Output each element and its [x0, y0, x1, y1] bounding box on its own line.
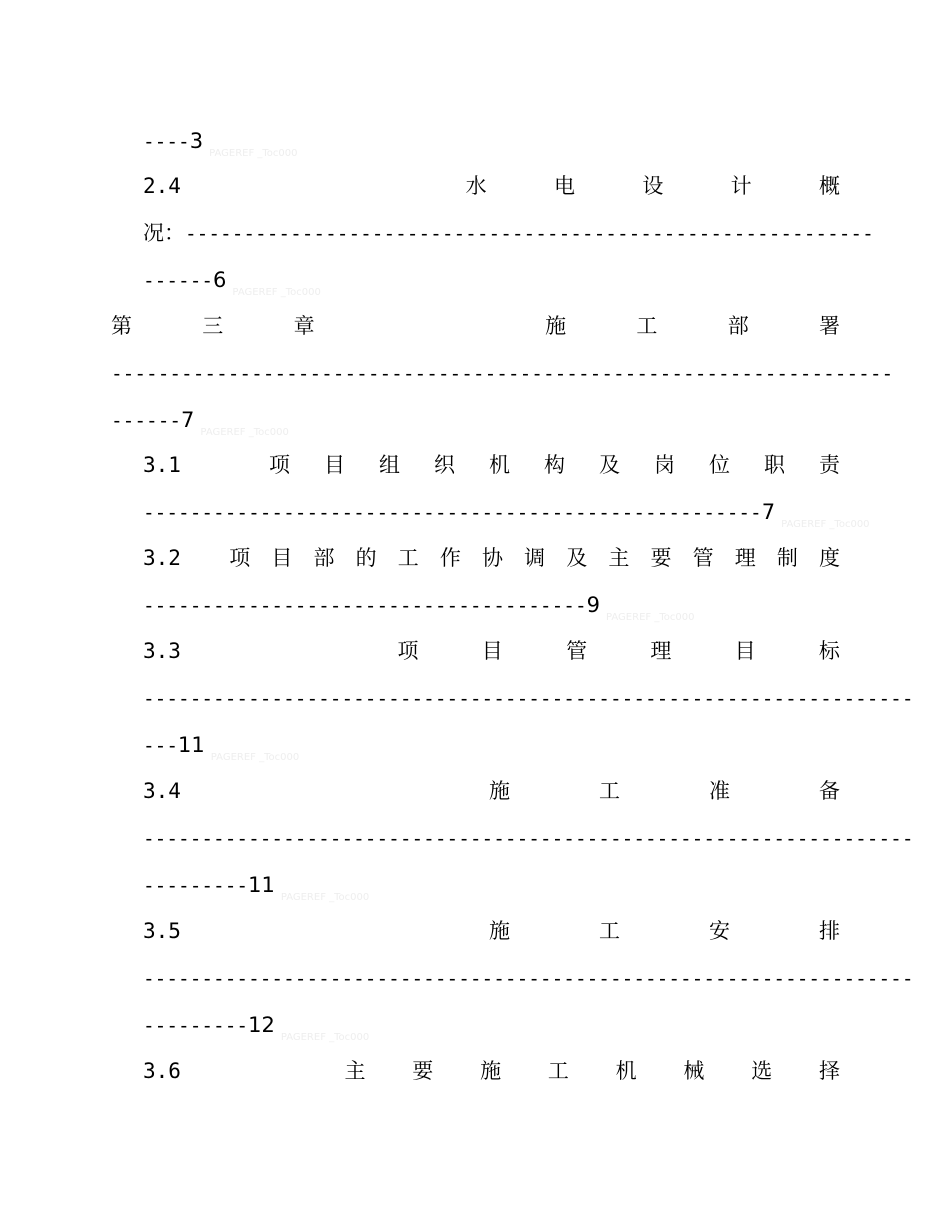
section-number: 3.3 [143, 639, 181, 663]
title-char: 安 [708, 919, 730, 943]
leader-dashes: --- [143, 734, 179, 757]
section-number: 3.5 [143, 919, 181, 943]
toc-line-continuation [143, 823, 914, 853]
toc-entry-2-4 [143, 171, 840, 201]
page-number: 6 [213, 268, 227, 292]
section-number: 3.1 [143, 453, 181, 477]
title-char: 械 [683, 1059, 705, 1083]
field-code-ghost: PAGEREF _Toc000 [210, 752, 300, 763]
title-char: 水 [465, 174, 487, 198]
page-number: 12 [248, 1013, 275, 1037]
title-char: 工 [397, 546, 419, 570]
title-char: 准 [708, 779, 730, 803]
title-char: 电 [553, 174, 575, 198]
title-char: 备 [818, 779, 840, 803]
title-char: 工 [598, 779, 620, 803]
title-char: 项 [397, 639, 419, 663]
leader-dashes: ------ [111, 409, 182, 432]
section-number: 2.4 [143, 174, 181, 198]
toc-line-continuation [111, 405, 843, 438]
toc-entry-3-3 [143, 636, 840, 666]
toc-line-continuation [143, 730, 843, 763]
title-char: 施 [480, 1059, 502, 1083]
title-char: 设 [642, 174, 664, 198]
toc-entry-3-6 [143, 1056, 840, 1086]
chapter-char: 署 [818, 314, 840, 338]
leader-dashes: ------------------------------------------------------------------- [111, 362, 894, 385]
title-char: 作 [439, 546, 461, 570]
toc-line-continuation [143, 683, 914, 713]
toc-line-continuation [143, 1010, 843, 1043]
toc-line-continuation [143, 497, 870, 530]
toc-chapter-3 [111, 311, 840, 341]
title-char: 调 [524, 546, 546, 570]
title-char: 职 [763, 453, 785, 477]
title-char: 部 [313, 546, 335, 570]
field-code-ghost: PAGEREF _Toc000 [606, 612, 695, 623]
leader-dashes: ----------------------------------------------------- [143, 501, 762, 524]
title-char: 度 [818, 546, 840, 570]
toc-line-continuation [143, 963, 914, 993]
toc-entry-3-5 [143, 916, 840, 946]
toc-entry-3-4 [143, 776, 840, 806]
field-code-ghost: PAGEREF _Toc000 [280, 1032, 370, 1043]
title-char: 施 [488, 779, 510, 803]
section-number: 3.2 [143, 546, 181, 570]
field-code-ghost: PAGEREF _Toc000 [209, 148, 298, 159]
chapter-char: 章 [293, 314, 315, 338]
section-number: 3.6 [143, 1059, 181, 1083]
title-char: 施 [488, 919, 510, 943]
title-char: 协 [481, 546, 503, 570]
title-char: 主 [608, 546, 630, 570]
chapter-char: 三 [202, 314, 224, 338]
leader-dashes: --------- [143, 874, 249, 897]
title-char: 项 [268, 453, 290, 477]
chapter-char: 工 [636, 314, 658, 338]
title-char: 机 [488, 453, 510, 477]
title-char: 项 [229, 546, 251, 570]
title-char: 及 [566, 546, 588, 570]
toc-entry-3-2 [143, 543, 840, 573]
section-number: 3.4 [143, 779, 181, 803]
leader-dashes: ------ [143, 269, 214, 292]
toc-line-continuation [143, 218, 874, 248]
leader-dashes: ---- [143, 130, 190, 153]
leader-dashes: ----------------------------------------------------------- [185, 222, 874, 245]
title-char: 择 [818, 1059, 840, 1083]
field-code-ghost: PAGEREF _Toc000 [200, 427, 289, 438]
title-char: 构 [543, 453, 565, 477]
title-char: 理 [734, 546, 756, 570]
title-char: 管 [692, 546, 714, 570]
page-number: 7 [181, 408, 195, 432]
title-char: 机 [615, 1059, 637, 1083]
title-char: 位 [708, 453, 730, 477]
title-char: 工 [598, 919, 620, 943]
leader-dashes: -------------------------------------- [143, 594, 587, 617]
chapter-char: 部 [727, 314, 749, 338]
title-tail: 况： [143, 221, 185, 245]
title-char: 及 [598, 453, 620, 477]
page-number: 11 [248, 873, 275, 897]
toc-line-continuation [143, 870, 843, 903]
title-char: 目 [481, 639, 503, 663]
page-number: 3 [189, 129, 204, 153]
title-char: 要 [412, 1059, 434, 1083]
leader-dashes: ------------------------------------------------------------------ [143, 967, 914, 990]
title-char: 标 [818, 639, 840, 663]
page-number: 11 [178, 733, 205, 757]
field-code-ghost: PAGEREF _Toc000 [280, 892, 370, 903]
leader-dashes: ------------------------------------------------------------------ [143, 687, 914, 710]
title-char: 目 [734, 639, 756, 663]
title-char: 计 [730, 174, 752, 198]
title-char: 目 [271, 546, 293, 570]
field-code-ghost: PAGEREF _Toc000 [781, 519, 870, 530]
chapter-char: 施 [545, 314, 567, 338]
title-char: 主 [344, 1059, 366, 1083]
title-char: 岗 [653, 453, 675, 477]
toc-entry-3-1 [143, 450, 840, 480]
page-number: 9 [586, 593, 600, 617]
title-char: 制 [776, 546, 798, 570]
leader-dashes: ------------------------------------------------------------------ [143, 827, 914, 850]
toc-line-continuation [143, 265, 843, 298]
leader-dashes: --------- [143, 1014, 249, 1037]
title-char: 管 [566, 639, 588, 663]
title-char: 组 [378, 453, 400, 477]
toc-line-continuation [111, 358, 894, 388]
page-number: 7 [761, 500, 776, 524]
title-char: 选 [751, 1059, 773, 1083]
title-char: 的 [355, 546, 377, 570]
title-char: 要 [650, 546, 672, 570]
title-char: 责 [818, 453, 840, 477]
title-char: 织 [433, 453, 455, 477]
title-char: 理 [650, 639, 672, 663]
field-code-ghost: PAGEREF _Toc000 [232, 287, 321, 298]
title-char: 工 [547, 1059, 569, 1083]
title-char: 概 [819, 174, 840, 198]
title-char: 排 [818, 919, 840, 943]
title-char: 目 [323, 453, 345, 477]
chapter-char: 第 [111, 314, 132, 338]
toc-line-continuation [143, 590, 843, 623]
toc-line-continuation [143, 126, 843, 159]
